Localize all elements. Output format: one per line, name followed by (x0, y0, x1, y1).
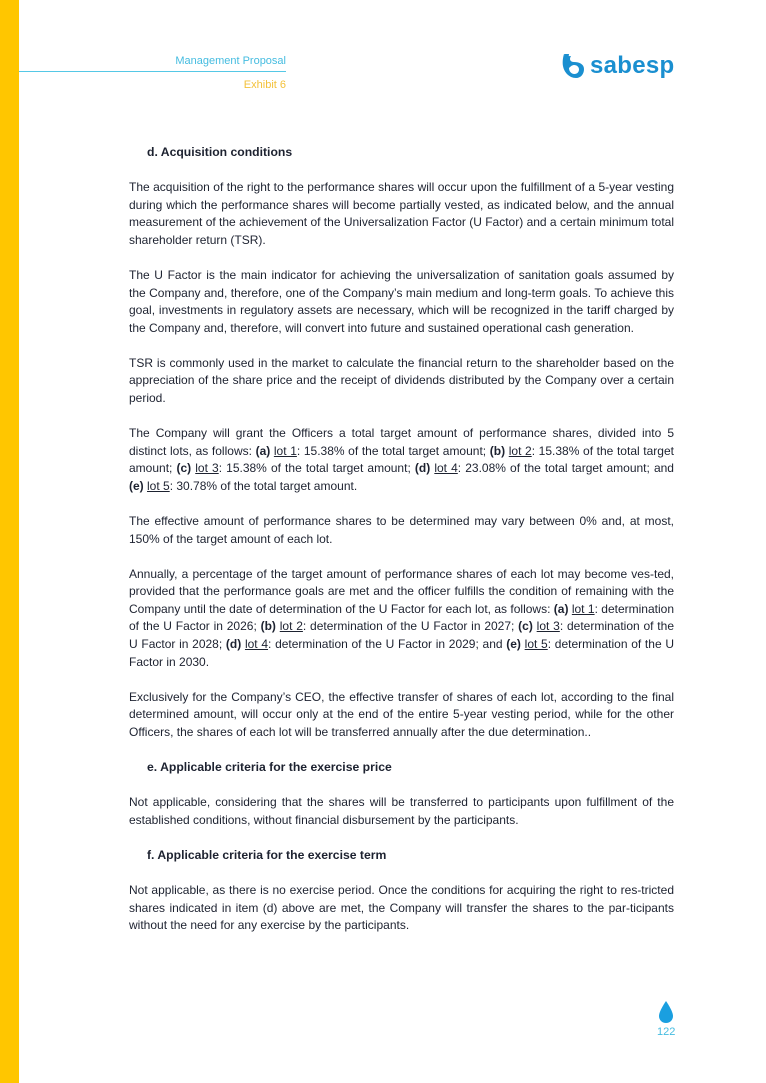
item-e-label: (e) (506, 637, 521, 652)
lot-2-text: : determination of the U Factor in 2027; (302, 619, 519, 634)
item-a-label: (a) (553, 601, 569, 616)
item-a-label: (a) (255, 443, 271, 458)
side-accent-bar (0, 0, 19, 1083)
sabesp-logo (560, 50, 675, 82)
lot-2-link: lot 2 (508, 443, 532, 458)
section-f-paragraph-1: Not applicable, as there is no exercise period. Once the conditions for acquiring the right to res-tricted shares indicated in item (d) above are met, the Company will transfer the shares to the par-ticipants without the need for any exercise by the participants. (129, 882, 674, 933)
lot-4-text: : determination of the U Factor in 2029; and (268, 637, 507, 652)
section-f-heading: f. Applicable criteria for the exercise term (147, 847, 387, 862)
section-d-paragraph-4 (129, 425, 674, 495)
lot-5-text: : 30.78% of the total target amount. (169, 478, 358, 493)
lot-3-link: lot 3 (195, 461, 219, 476)
lot-3-link: lot 3 (536, 619, 560, 634)
item-b-label: (b) (260, 619, 276, 634)
lot-4-link: lot 4 (434, 461, 458, 476)
lot-4-text: : 23.08% of the total target amount; and (457, 461, 674, 476)
lot-2-text: : 15.38% of the total target amount; (129, 443, 674, 476)
section-d-paragraph-6 (129, 566, 674, 672)
item-b-label: (b) (489, 443, 506, 458)
lot-1-text: : 15.38% of the total target amount; (296, 443, 490, 458)
header-divider (19, 71, 286, 72)
item-d-label: (d) (414, 461, 431, 476)
lot-1-text: : determination of the U Factor in 2026; (129, 601, 674, 634)
section-e-heading: e. Applicable criteria for the exercise price (147, 760, 392, 775)
document-body (129, 144, 674, 952)
section-d-paragraph-5: The effective amount of performance shares to be determined may vary between 0% and, at most, 150% of the target amount of each lot. (129, 514, 674, 546)
section-d-heading: d. Acquisition conditions (147, 145, 293, 159)
lot-4-link: lot 4 (244, 637, 269, 652)
section-d-paragraph-2: The U Factor is the main indicator for achieving the universalization of sanitation goals assumed by the Company and, therefore, one of the Company’s main medium and long-term goals. To achieve this goal, investments in regulatory assets are necessary, which will be recognized in the tariff charged by the Company and, therefore, will convert into future and sustained operational cash generation. (129, 267, 674, 335)
header-exhibit: Exhibit 6 (243, 79, 286, 91)
lot-3-text: : determination of the U Factor in 2028; (129, 619, 674, 652)
item-c-label: (c) (176, 461, 192, 476)
lot-5-text: : determination of the U Factor in 2030. (129, 637, 674, 669)
sabesp-logo-text: sabesp (590, 52, 675, 79)
sabesp-logo-icon (560, 52, 586, 80)
section-e-paragraph-1: Not applicable, considering that the shares will be transferred to participants upon fulfillment of the established conditions, without financial disbursement by the participants. (129, 795, 674, 827)
water-drop-icon (659, 1001, 673, 1023)
section-d-paragraph-1: The acquisition of the right to the performance shares will occur upon the fulfillment of a 5-year vesting during which the performance shares will become partially vested, as indicated below, and the annual measurement of the achievement of the Universalization Factor (U Factor) and a certain minimum total shareholder return (TSR). (129, 180, 674, 247)
lot-5-link: lot 5 (147, 478, 170, 493)
item-c-label: (c) (518, 619, 533, 634)
section-d-paragraph-3: TSR is commonly used in the market to calculate the financial return to the shareholder based on the appreciation of the share price and the receipt of dividends distributed by the Company over a certain period. (129, 355, 674, 406)
section-d-paragraph-7: Exclusively for the Company’s CEO, the effective transfer of shares of each lot, according to the final determined amount, will occur only at the end of the entire 5-year vesting period, while for the other Officers, the shares of each lot will be transferred annually after the due determination.. (129, 689, 674, 739)
lot-5-link: lot 5 (524, 637, 548, 652)
lot-3-text: : 15.38% of the total target amount; (218, 461, 415, 476)
lot-2-link: lot 2 (279, 619, 303, 634)
header-title: Management Proposal (175, 55, 286, 67)
item-d-label: (d) (225, 637, 242, 652)
item-e-label: (e) (129, 478, 144, 493)
page-number: 122 (657, 1026, 676, 1038)
lots-intro: The Company will grant the Officers a total target amount of performance shares, divided into 5 distinct lots, as follows: (129, 426, 674, 458)
vesting-intro: Annually, a percentage of the target amount of performance shares of each lot may become ves-ted, provided that the performance goals are met and the officer fulfills the condition of remaining with the Company until the date of determination of the U Factor for each lot, as follows: (129, 566, 674, 616)
lot-1-link: lot 1 (571, 601, 595, 616)
lot-1-link: lot 1 (273, 443, 297, 458)
